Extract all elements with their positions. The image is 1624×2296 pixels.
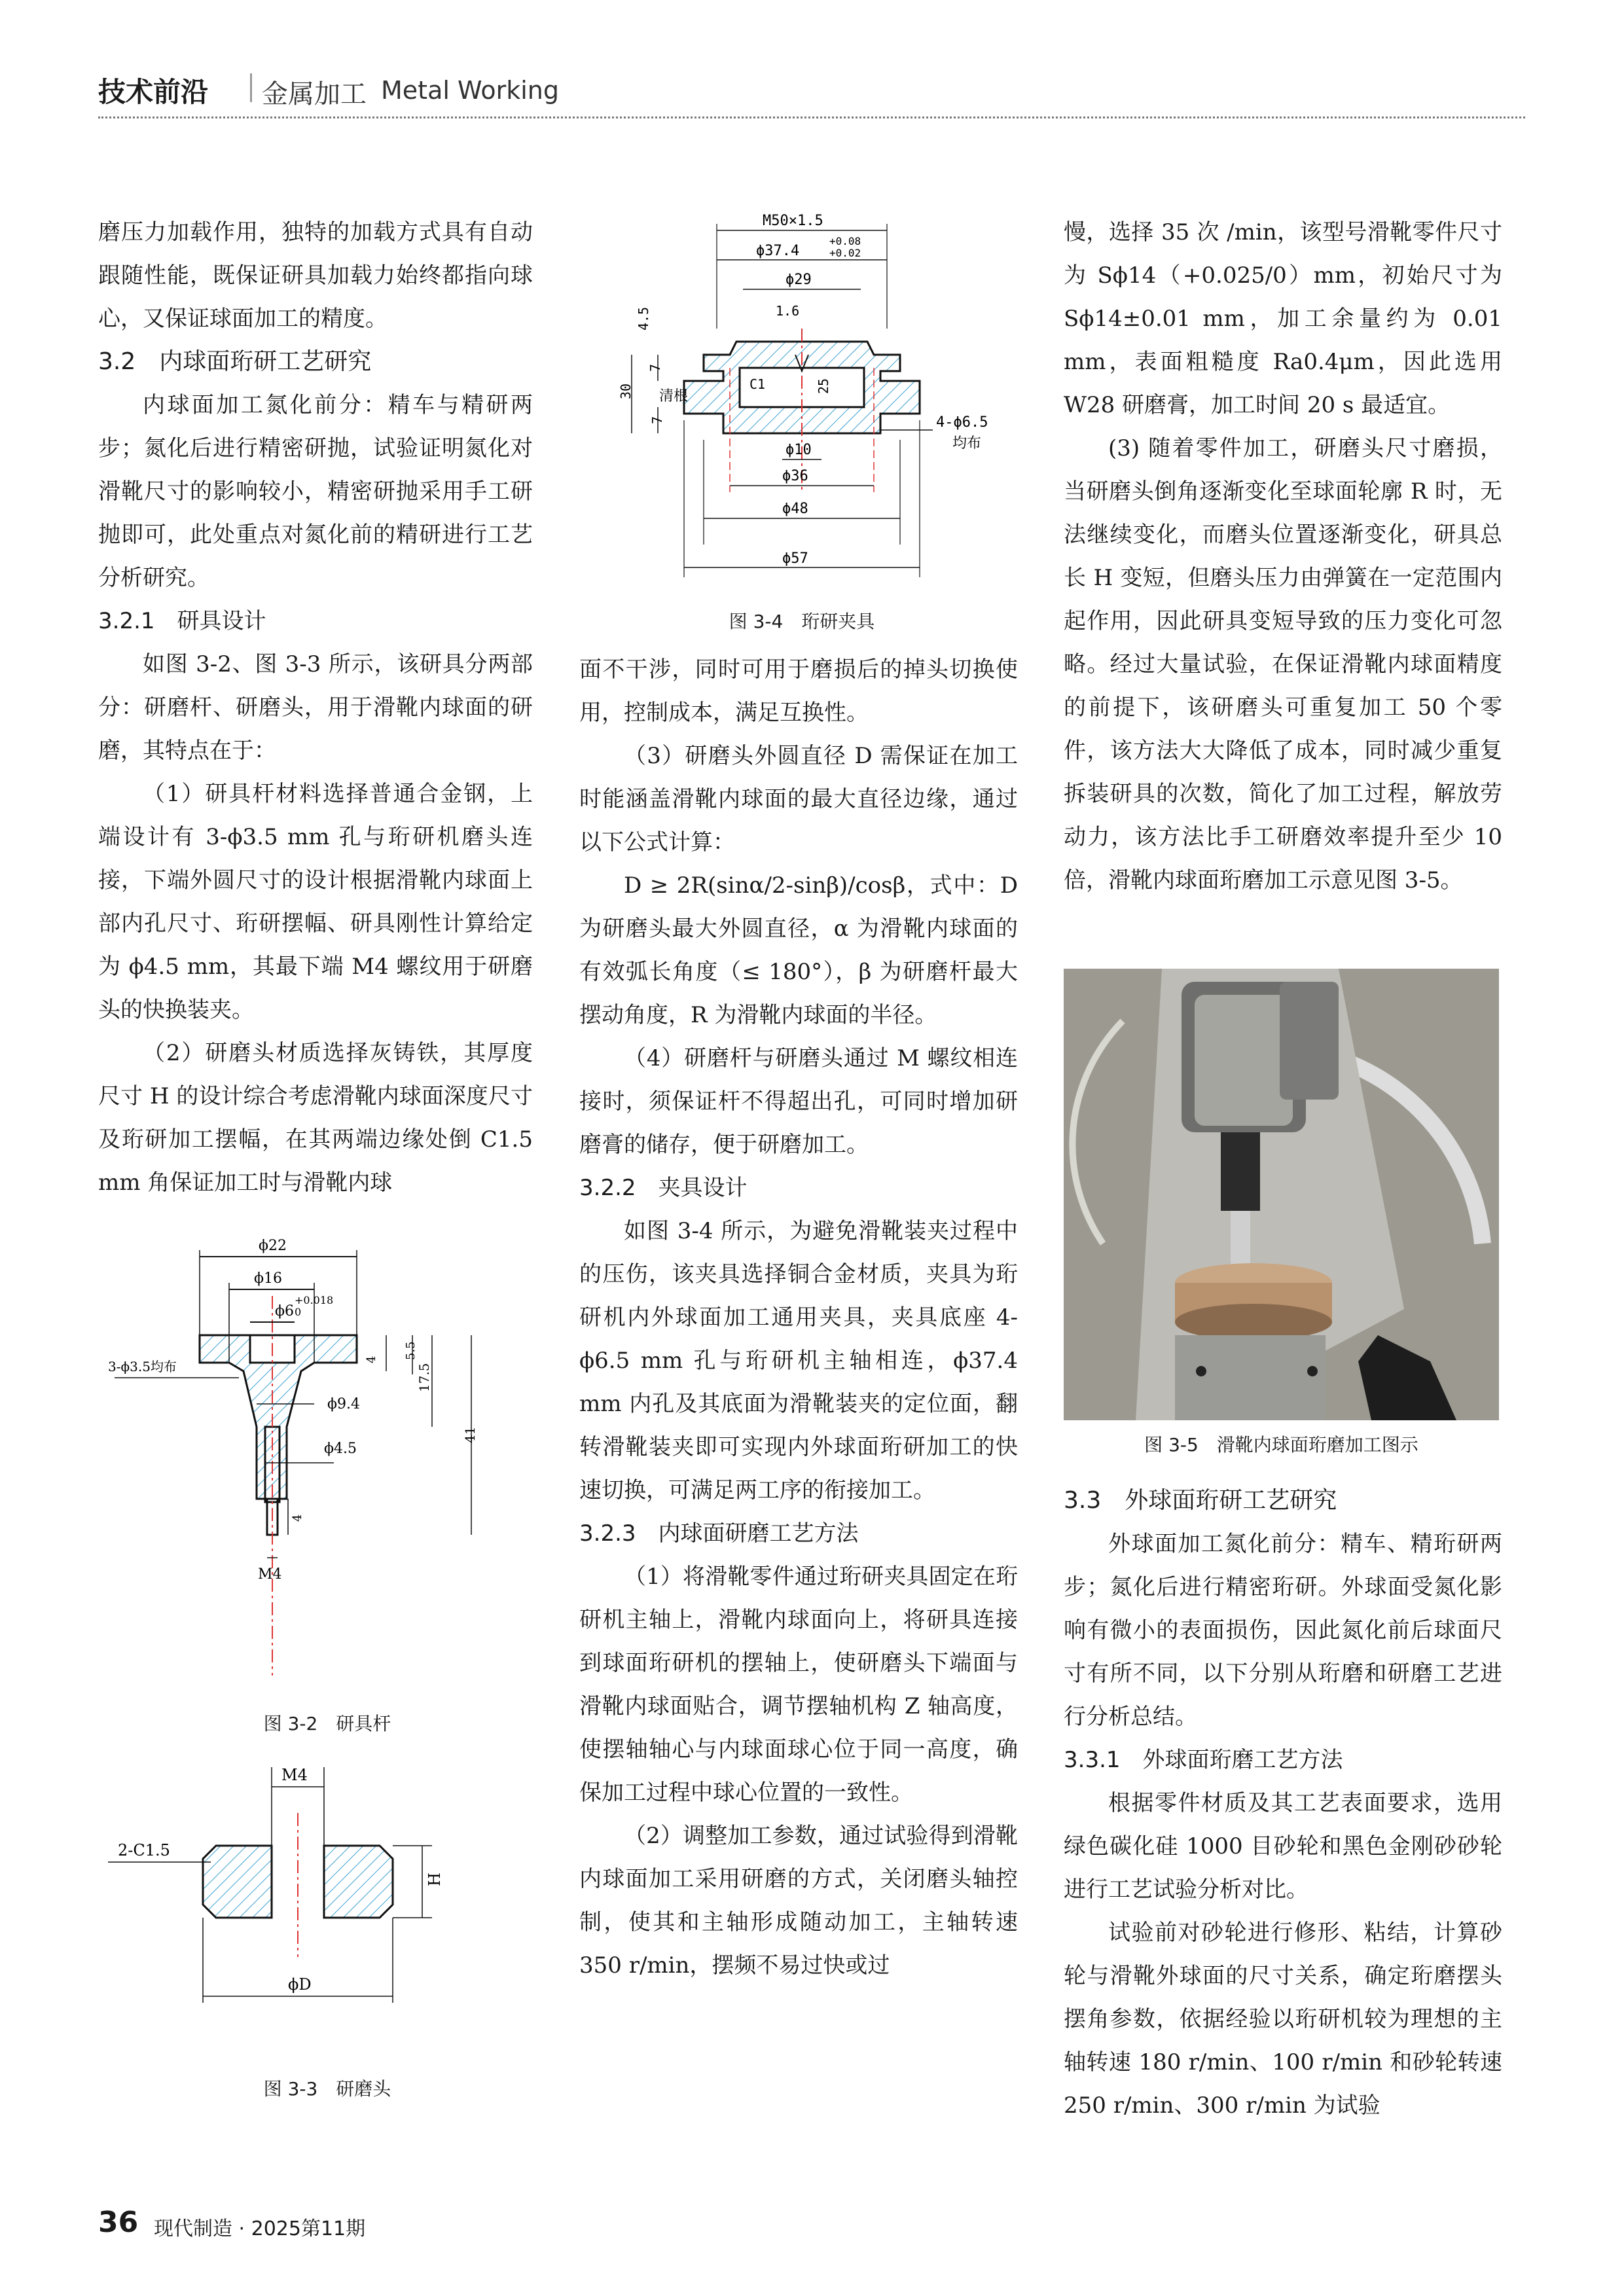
dim-m4: M4 — [258, 1566, 282, 1583]
page-number: 36 — [98, 2206, 139, 2239]
section-heading: 3.3 外球面珩研工艺研究 — [1064, 1487, 1337, 1514]
paragraph: 磨压力加载作用，独特的加载方式具有自动跟随性能，既保证研具加载力始终都指向球心，又保证球面加工的精度。 — [98, 219, 533, 332]
paragraph: （2）研磨头材质选择灰铸铁，其厚度尺寸 H 的设计综合考虑滑靴内球面深度尺寸及珩研加工摆幅，在其两端边缘处倒 C1.5 mm 角保证加工时与滑靴内球 — [98, 1040, 533, 1196]
figure-3-3-drawing — [98, 1748, 543, 2049]
paragraph: （1）将滑靴零件通过珩研夹具固定在珩研机主轴上，滑靴内球面向上，将研具连接到球面珩研机的摆轴上，使研磨头下端面与滑靴内球面贴合，调节摆轴机构 Z 轴高度，使摆轴轴心与内球面球心位于同一高度，确保加工过程中球心位置的一致性。 — [579, 1564, 1018, 1806]
dim-d6: ϕ6 — [275, 1303, 294, 1319]
paragraph: 慢，选择 35 次 /min，该型号滑靴零件尺寸为 Sϕ14（+0.025/0）mm，初始尺寸为 Sϕ14±0.01 mm，加工余量约为 0.01 mm，表面粗糙度 Ra0.4μm，因此选用 W28 研磨膏，加工时间 20 s 最适宜。 — [1064, 219, 1502, 418]
dim-d10: ϕ10 — [785, 442, 812, 458]
dim-l41: 41 — [462, 1426, 478, 1443]
dim-chamfer: 2-C1.5 — [118, 1841, 170, 1859]
magazine-issue: 现代制造 · 2025第11期 — [154, 2217, 366, 2240]
dim-d45: ϕ4.5 — [324, 1441, 357, 1457]
figure-3-4-drawing — [579, 211, 1024, 590]
dim-d57: ϕ57 — [782, 550, 808, 567]
subsection-heading: 3.3.1 外球面珩磨工艺方法 — [1064, 1747, 1343, 1773]
paragraph: （2）调整加工参数，通过试验得到滑靴内球面加工采用研磨的方式，关闭磨头轴控制，使其和主轴形成随动加工，主轴转速 350 r/min，摆频不易过快或过 — [579, 1823, 1018, 1979]
paragraph: 外球面加工氮化前分：精车、精珩研两步；氮化后进行精密珩研。外球面受氮化影响有微小的表面损伤，因此氮化前后球面尺寸有所不同，以下分别从珩磨和研磨工艺进行分析总结。 — [1064, 1531, 1502, 1730]
header-divider — [250, 73, 252, 102]
dim-holes: 4-ϕ6.5 — [936, 414, 988, 431]
dim-d6-tol: +0.018 — [295, 1294, 334, 1306]
paragraph: 面不干涉，同时可用于磨损后的掉头切换使用，控制成本，满足互换性。 — [579, 656, 1018, 726]
dim-d374: ϕ37.4 — [756, 243, 800, 259]
dim-l7a: 7 — [647, 363, 663, 372]
dim-d22: ϕ22 — [259, 1238, 287, 1254]
figure-3-4-caption: 图 3-4 珩研夹具 — [729, 611, 875, 632]
figure-3-5-caption: 图 3-5 滑靴内球面珩磨加工图示 — [1144, 1434, 1418, 1456]
subsection-heading: 3.2.2 夹具设计 — [579, 1175, 748, 1201]
paragraph: 如图 3-4 所示，为避免滑靴装夹过程中的压伤，该夹具选择铜合金材质，夹具为珩研机内外球面加工通用夹具，夹具底座 4-ϕ6.5 mm 孔与珩研机主轴相连，ϕ37.4 mm 内孔及其底面为滑靴装夹的定位面，翻转滑靴装夹即可实现内外球面珩研加工的快速切换，可满足两工序的衔接加工。 — [579, 1218, 1018, 1503]
grinding-head-left — [203, 1846, 272, 1918]
label-c1: C1 — [749, 376, 766, 392]
figure-3-3-caption: 图 3-3 研磨头 — [263, 2078, 391, 2100]
paragraph: 如图 3-2、图 3-3 所示，该研具分两部分：研磨杆、研磨头，用于滑靴内球面的研磨，其特点在于： — [98, 651, 533, 764]
column-3-lower — [1064, 1479, 1502, 2127]
figure-3-2-caption: 图 3-2 研具杆 — [263, 1713, 391, 1734]
formula-paragraph: D ≥ 2R(sinα/2-sinβ)/cosβ，式中：D 为研磨头最大外圆直径，α 为滑靴内球面的有效弧长角度（≤ 180°），β 为研磨杆最大摆动角度，R 为滑靴内球面的半径。 — [579, 872, 1018, 1028]
dim-h: H — [425, 1873, 444, 1886]
column-2 — [579, 648, 1018, 1987]
dim-l45: 4.5 — [636, 306, 651, 331]
dim-m4: M4 — [281, 1766, 308, 1784]
paragraph: （3）研磨头外圆直径 D 需保证在加工时能涵盖滑靴内球面的最大直径边缘，通过以下公式计算： — [579, 743, 1018, 855]
dim-l7b: 7 — [649, 416, 665, 424]
dim-l16: 1.6 — [776, 303, 800, 319]
dim-l175: 17.5 — [416, 1363, 432, 1392]
subsection-heading: 3.2.3 内球面研磨工艺方法 — [579, 1520, 859, 1547]
header-category: 金属加工 — [262, 79, 367, 109]
dim-d36: ϕ36 — [782, 468, 808, 484]
column-3 — [1064, 211, 1502, 902]
dim-d: ϕD — [288, 1975, 312, 1994]
dim-m50: M50×1.5 — [763, 213, 823, 229]
dim-d374-tol-low: +0.02 — [829, 247, 861, 259]
dim-l4b: 4 — [291, 1514, 304, 1522]
dim-d94: ϕ9.4 — [327, 1396, 360, 1412]
dim-holes: 3-ϕ3.5均布 — [108, 1359, 177, 1374]
paragraph: （1）研具杆材料选择普通合金钢，上端设计有 3-ϕ3.5 mm 孔与珩研机磨头连接，下端外圆尺寸的设计根据滑靴内球面上部内孔尺寸、珩研摆幅、研具刚性计算给定为 ϕ4.5 mm，其最下端 M4 螺纹用于研磨头的快换装夹。 — [98, 781, 533, 1023]
subsection-heading: 3.2.1 研具设计 — [98, 608, 266, 634]
section-heading: 3.2 内球面珩研工艺研究 — [98, 348, 372, 375]
dim-l25: 25 — [816, 378, 831, 394]
paragraph: 根据零件材质及其工艺表面要求，选用绿色碳化硅 1000 目砂轮和黑色金刚砂砂轮进行工艺试验分析对比。 — [1064, 1790, 1502, 1903]
column-1 — [98, 211, 533, 1204]
paragraph: (3) 随着零件加工，研磨头尺寸磨损，当研磨头倒角逐渐变化至球面轮廓 R 时，无法继续变化，而磨头位置逐渐变化，研具总长 H 变短，但磨头压力由弹簧在一定范围内起作用，因此研具变短导致的压力变化可忽略。经过大量试验，在保证滑靴内球面精度的前提下，该研磨头可重复加工 50 个零件，该方法大大降低了成本，同时减少重复拆装研具的次数，简化了加工过程，解放劳动力，该方法比手工研磨效率提升至少 10 倍，滑靴内球面珩磨加工示意见图 3-5。 — [1064, 435, 1502, 893]
figure-3-5-photo — [1064, 969, 1499, 1420]
label-junbu: 均布 — [952, 435, 982, 452]
dim-d6-tol-low: 0 — [295, 1306, 302, 1318]
dim-d48: ϕ48 — [782, 501, 808, 517]
header-rule — [98, 117, 1525, 118]
dim-d374-tol: +0.08 — [829, 235, 861, 247]
header-category-en: Metal Working — [381, 76, 559, 105]
running-header — [98, 65, 1525, 118]
figure-3-2-drawing — [98, 1217, 543, 1689]
dim-l4a: 4 — [365, 1355, 378, 1363]
dim-d16: ϕ16 — [254, 1270, 282, 1287]
paragraph: 内球面加工氮化前分：精车与精研两步；氮化后进行精密研抛，试验证明氮化对滑靴尺寸的影响较小，精密研抛采用手工研抛即可，此处重点对氮化前的精研进行工艺分析研究。 — [98, 392, 533, 591]
label-qinggen: 清根 — [659, 388, 689, 404]
dim-d29: ϕ29 — [785, 272, 812, 288]
dim-l30: 30 — [618, 383, 634, 399]
header-section: 技术前沿 — [98, 76, 209, 108]
dim-l55: 5.5 — [404, 1341, 418, 1360]
paragraph: （4）研磨杆与研磨头通过 M 螺纹相连接时，须保证杆不得超出孔，可同时增加研磨膏的储存，便于研磨加工。 — [579, 1045, 1018, 1158]
paragraph: 试验前对砂轮进行修形、粘结，计算砂轮与滑靴外球面的尺寸关系，确定珩磨摆头摆角参数，依据经验以珩研机较为理想的主轴转速 180 r/min、100 r/min 和砂轮转速 250 r/min、300 r/min 为试验 — [1064, 1920, 1502, 2119]
grinding-head-right — [324, 1846, 393, 1918]
